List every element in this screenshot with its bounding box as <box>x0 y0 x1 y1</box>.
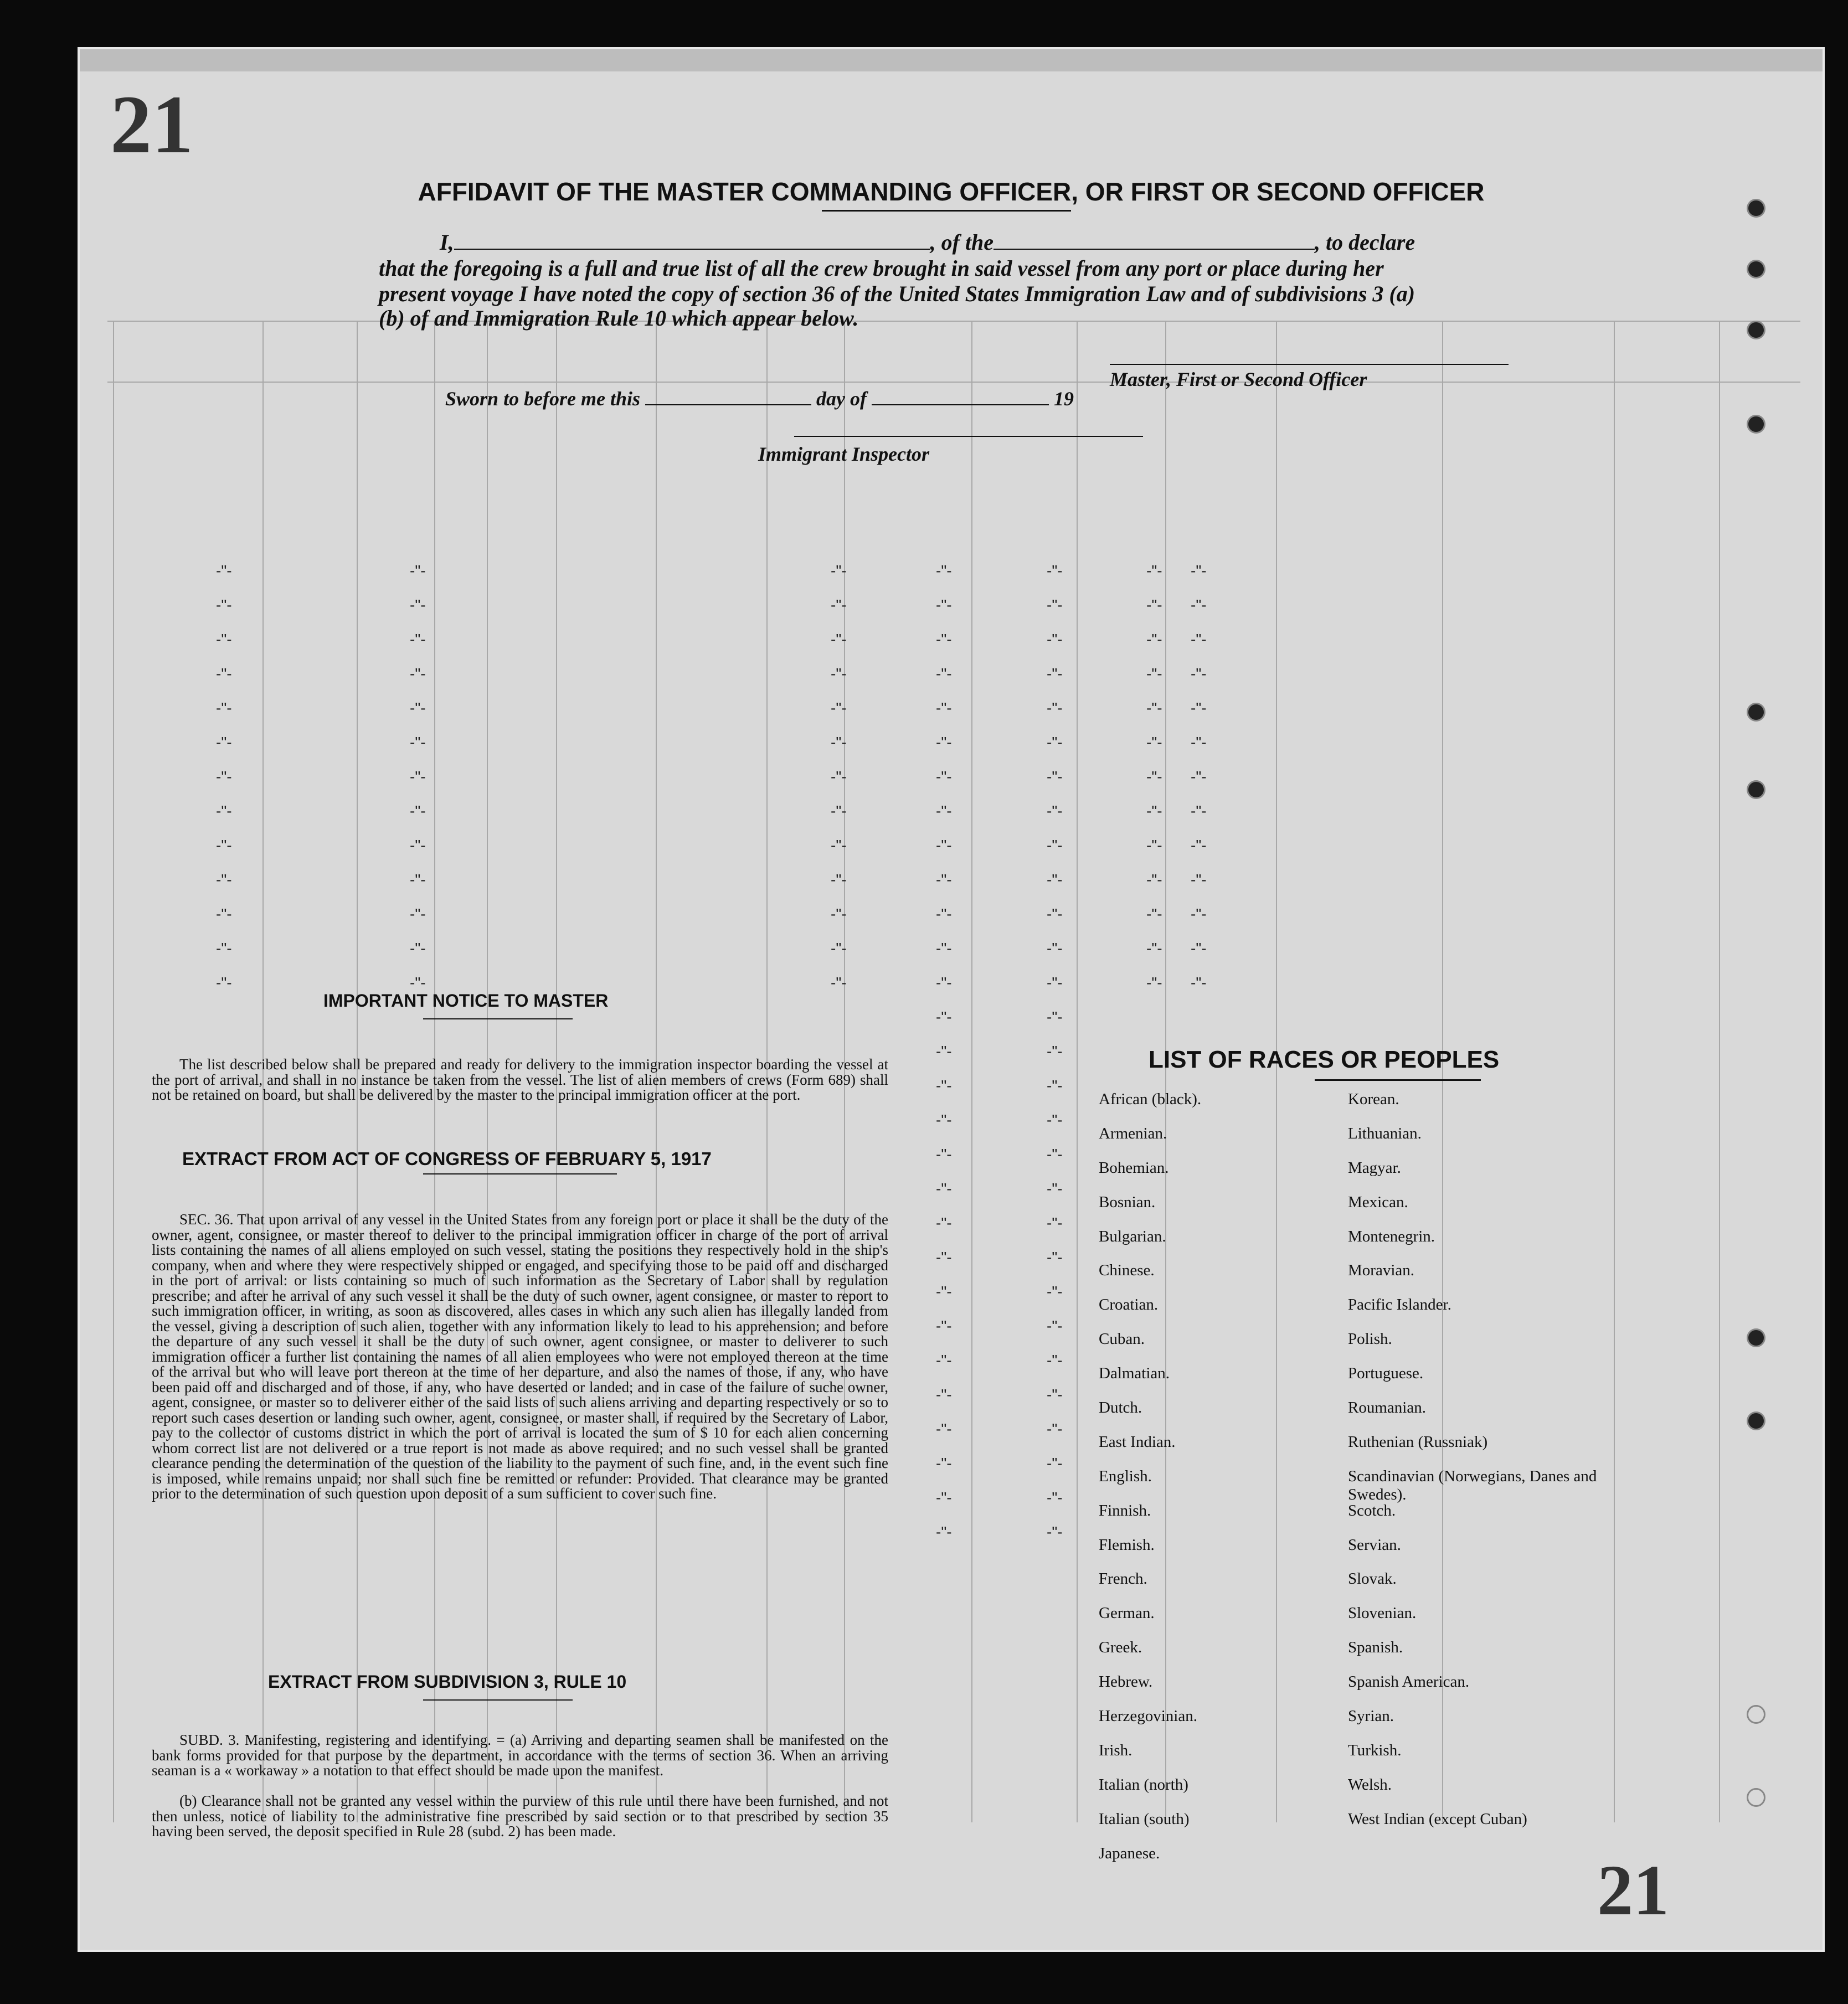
ditto-mark: -"- <box>1146 665 1162 682</box>
ditto-mark: -"- <box>1047 596 1063 614</box>
race-item: Bosnian. <box>1099 1193 1156 1211</box>
race-item: Bohemian. <box>1099 1158 1169 1177</box>
ditto-mark: -"- <box>936 1214 952 1232</box>
ditto-mark: -"- <box>1191 871 1207 888</box>
race-item: German. <box>1099 1604 1155 1622</box>
affidavit-line-1 <box>440 229 1415 255</box>
race-item: Croatian. <box>1099 1296 1159 1314</box>
ditto-mark: -"- <box>216 837 232 854</box>
ditto-mark: -"- <box>1047 871 1063 888</box>
act-extract-title: EXTRACT FROM ACT OF CONGRESS OF FEBRUARY 5, 1917 <box>182 1148 712 1169</box>
ditto-mark: -"- <box>410 905 426 923</box>
ditto-mark: -"- <box>410 768 426 785</box>
punch-hole <box>1747 703 1765 722</box>
affidavit-title: AFFIDAVIT OF THE MASTER COMMANDING OFFICER, OR FIRST OR SECOND OFFICER <box>418 177 1485 206</box>
ditto-mark: -"- <box>1191 940 1207 957</box>
ditto-mark: -"- <box>936 562 952 579</box>
punch-hole <box>1747 199 1765 218</box>
ghost-header-line <box>107 321 1800 322</box>
race-item: Greek. <box>1099 1639 1142 1657</box>
ditto-mark: -"- <box>410 940 426 957</box>
ditto-mark: -"- <box>1047 665 1063 682</box>
races-underline <box>1315 1079 1481 1081</box>
ditto-mark: -"- <box>216 699 232 717</box>
ditto-mark: -"- <box>1047 1352 1063 1369</box>
ditto-mark: -"- <box>1047 940 1063 957</box>
race-item: Servian. <box>1348 1536 1401 1554</box>
race-item: English. <box>1099 1467 1152 1485</box>
ditto-mark: -"- <box>410 596 426 614</box>
punch-hole <box>1747 415 1765 434</box>
race-item: Slovak. <box>1348 1570 1397 1588</box>
inspector-signature-line[interactable] <box>794 436 1143 437</box>
notice-text: The list described below shall be prepared and ready for delivery to the immigration inspector boarding the vessel at the port of arrival, and shall in no instance be taken from the vessel. The list of alien members of crews (Form 689) shall not be retained on board, but shall be delivered by the master to the principal immigration officer at the port. <box>152 1056 888 1103</box>
race-item: Italian (south) <box>1099 1810 1190 1828</box>
ditto-mark: -"- <box>936 699 952 717</box>
race-item: Mexican. <box>1348 1193 1408 1211</box>
ditto-mark: -"- <box>936 665 952 682</box>
ditto-mark: -"- <box>936 596 952 614</box>
punch-hole <box>1747 1328 1765 1347</box>
sworn-day-blank[interactable] <box>645 388 811 405</box>
race-item: Armenian. <box>1099 1124 1167 1142</box>
ditto-mark: -"- <box>1191 905 1207 923</box>
ditto-mark: -"- <box>1047 1386 1063 1403</box>
ditto-mark: -"- <box>831 940 847 957</box>
ditto-mark: -"- <box>936 802 952 820</box>
race-item: Pacific Islander. <box>1348 1296 1451 1314</box>
punch-hole <box>1747 1705 1765 1724</box>
page-number-stamp-bottom: 21 <box>1597 1851 1669 1930</box>
race-item: Bulgarian. <box>1099 1227 1166 1245</box>
sworn-prefix: Sworn to before me this <box>445 388 641 410</box>
race-item: Italian (north) <box>1099 1775 1188 1794</box>
ditto-mark: -"- <box>1047 1420 1063 1438</box>
punch-hole <box>1747 1788 1765 1807</box>
race-item: Herzegovinian. <box>1099 1707 1197 1725</box>
race-item: Spanish American. <box>1348 1673 1470 1691</box>
race-item: Portuguese. <box>1348 1364 1424 1383</box>
ditto-mark: -"- <box>216 974 232 991</box>
ditto-mark: -"- <box>1191 596 1207 614</box>
ditto-mark: -"- <box>936 837 952 854</box>
ditto-mark: -"- <box>1146 940 1162 957</box>
ditto-mark: -"- <box>1191 734 1207 751</box>
affidavit-to-declare: , to declare <box>1315 230 1415 255</box>
ditto-mark: -"- <box>831 871 847 888</box>
ditto-mark: -"- <box>410 734 426 751</box>
ditto-mark: -"- <box>1047 562 1063 579</box>
ditto-mark: -"- <box>410 802 426 820</box>
race-item: French. <box>1099 1570 1147 1588</box>
race-item: Polish. <box>1348 1330 1392 1348</box>
ditto-mark: -"- <box>1047 1146 1063 1163</box>
ditto-mark: -"- <box>831 562 847 579</box>
affidavit-line-4: (b) of and Immigration Rule 10 which appear below. <box>379 306 859 331</box>
race-item: Ruthenian (Russniak) <box>1348 1433 1488 1451</box>
race-item: Scotch. <box>1348 1501 1396 1519</box>
ditto-mark: -"- <box>1191 699 1207 717</box>
affidavit-line-2: that the foregoing is a full and true list of all the crew brought in said vessel from any port or place during her <box>379 256 1384 281</box>
ditto-mark: -"- <box>1047 1489 1063 1506</box>
ditto-mark: -"- <box>1191 665 1207 682</box>
race-item: African (black). <box>1099 1090 1202 1108</box>
punch-hole <box>1747 260 1765 279</box>
ditto-mark: -"- <box>936 1008 952 1026</box>
ditto-mark: -"- <box>1146 562 1162 579</box>
page-top-shade <box>80 49 1823 71</box>
race-item: Magyar. <box>1348 1158 1401 1177</box>
ditto-mark: -"- <box>936 1489 952 1506</box>
race-item: Slovenian. <box>1348 1604 1417 1622</box>
race-item: Spanish. <box>1348 1639 1403 1657</box>
ditto-mark: -"- <box>1146 974 1162 991</box>
ditto-mark: -"- <box>1047 1077 1063 1094</box>
ditto-mark: -"- <box>1191 562 1207 579</box>
ditto-mark: -"- <box>1146 631 1162 648</box>
ditto-mark: -"- <box>1047 1455 1063 1472</box>
ditto-mark: -"- <box>936 1523 952 1541</box>
rule-extract-text-a: SUBD. 3. Manifesting, registering and identifying. = (a) Arriving and departing seamen shall be manifested on the bank forms provided for that purpose by the department, in accordance with the terms of section 36. When an arriving seaman is a « workaway » a notation to that effect should be made upon the manifest. <box>152 1732 888 1779</box>
race-item: Moravian. <box>1348 1261 1414 1280</box>
ditto-mark: -"- <box>1047 1180 1063 1197</box>
ditto-mark: -"- <box>936 1043 952 1060</box>
ditto-mark: -"- <box>831 768 847 785</box>
rule-extract-underline <box>423 1699 573 1701</box>
name-blank[interactable] <box>454 232 930 250</box>
notice-title: IMPORTANT NOTICE TO MASTER <box>323 991 609 1011</box>
ditto-mark: -"- <box>831 734 847 751</box>
ditto-mark: -"- <box>1047 974 1063 991</box>
ditto-mark: -"- <box>1047 905 1063 923</box>
ditto-mark: -"- <box>1146 871 1162 888</box>
race-item: Welsh. <box>1348 1775 1392 1794</box>
ditto-mark: -"- <box>831 631 847 648</box>
ditto-mark: -"- <box>1047 734 1063 751</box>
page-number-stamp: 21 <box>110 79 193 171</box>
ditto-mark: -"- <box>410 665 426 682</box>
ghost-column-line <box>113 321 114 1822</box>
ditto-mark: -"- <box>216 596 232 614</box>
ditto-mark: -"- <box>831 837 847 854</box>
vessel-blank[interactable] <box>994 232 1315 250</box>
ditto-mark: -"- <box>1047 699 1063 717</box>
ditto-mark: -"- <box>1146 837 1162 854</box>
punch-hole <box>1747 321 1765 339</box>
signer-label: Master, First or Second Officer <box>1110 368 1367 390</box>
affidavit-i: I, <box>440 230 454 255</box>
ditto-mark: -"- <box>1047 1317 1063 1335</box>
ditto-mark: -"- <box>1191 802 1207 820</box>
ghost-column-line <box>971 321 972 1822</box>
manifest-page <box>78 47 1825 1952</box>
ditto-mark: -"- <box>410 699 426 717</box>
ditto-mark: -"- <box>936 1455 952 1472</box>
affidavit-of-the: , of the <box>930 230 994 255</box>
races-left-column <box>1099 1090 1331 1878</box>
ghost-header-line <box>107 382 1800 383</box>
ditto-mark: -"- <box>1047 768 1063 785</box>
ditto-mark: -"- <box>1191 837 1207 854</box>
race-item: Irish. <box>1099 1741 1133 1759</box>
ditto-mark: -"- <box>1047 631 1063 648</box>
ditto-mark: -"- <box>410 871 426 888</box>
ditto-mark: -"- <box>936 871 952 888</box>
ditto-mark: -"- <box>1146 596 1162 614</box>
race-item: Finnish. <box>1099 1501 1151 1519</box>
ghost-column-line <box>1719 321 1720 1822</box>
ditto-mark: -"- <box>1146 768 1162 785</box>
act-extract-underline <box>423 1173 617 1174</box>
race-item: Syrian. <box>1348 1707 1394 1725</box>
race-item: Turkish. <box>1348 1741 1402 1759</box>
ditto-mark: -"- <box>216 665 232 682</box>
ditto-mark: -"- <box>410 631 426 648</box>
punch-hole <box>1747 780 1765 799</box>
ditto-mark: -"- <box>410 562 426 579</box>
race-item: Lithuanian. <box>1348 1124 1422 1142</box>
ditto-mark: -"- <box>936 940 952 957</box>
ditto-mark: -"- <box>1191 631 1207 648</box>
ditto-mark: -"- <box>410 837 426 854</box>
ditto-mark: -"- <box>831 699 847 717</box>
ditto-mark: -"- <box>936 905 952 923</box>
sworn-month-blank[interactable] <box>872 388 1049 405</box>
race-item: Montenegrin. <box>1348 1227 1435 1245</box>
ditto-mark: -"- <box>216 562 232 579</box>
ditto-mark: -"- <box>936 1111 952 1129</box>
ditto-mark: -"- <box>216 734 232 751</box>
ditto-mark: -"- <box>1146 734 1162 751</box>
signature-line[interactable] <box>1110 364 1509 365</box>
punch-hole <box>1747 1411 1765 1430</box>
race-item: Korean. <box>1348 1090 1399 1108</box>
ditto-mark: -"- <box>936 1386 952 1403</box>
ditto-mark: -"- <box>1146 802 1162 820</box>
ditto-mark: -"- <box>216 871 232 888</box>
race-item: Scandinavian (Norwegians, Danes and Swedes). <box>1348 1467 1597 1503</box>
title-underline <box>822 210 1071 212</box>
ditto-mark: -"- <box>1146 699 1162 717</box>
races-title: LIST OF RACES OR PEOPLES <box>1149 1046 1500 1073</box>
ditto-mark: -"- <box>410 974 426 991</box>
race-item: Dalmatian. <box>1099 1364 1170 1383</box>
ditto-mark: -"- <box>936 1077 952 1094</box>
ditto-mark: -"- <box>936 1317 952 1335</box>
ghost-column-line <box>1077 321 1078 1822</box>
affidavit-line-3: present voyage I have noted the copy of section 36 of the United States Immigration Law and of subdivisions 3 (a) <box>379 281 1415 306</box>
ditto-mark: -"- <box>216 631 232 648</box>
race-item: Flemish. <box>1099 1536 1155 1554</box>
sworn-year: 19 <box>1054 388 1074 410</box>
ditto-mark: -"- <box>1191 974 1207 991</box>
rule-extract-text-b: (b) Clearance shall not be granted any vessel within the purview of this rule until there have been furnished, and not then unless, notice of liability to the administrative fine prescribed by said section or to that prescribed by section 35 having been served, the deposit specified in Rule 28 (subd. 2) has been made. <box>152 1792 888 1840</box>
ditto-mark: -"- <box>1191 768 1207 785</box>
ditto-mark: -"- <box>936 1420 952 1438</box>
ditto-mark: -"- <box>1047 1111 1063 1129</box>
ditto-mark: -"- <box>936 1249 952 1266</box>
ditto-mark: -"- <box>216 905 232 923</box>
ditto-mark: -"- <box>936 768 952 785</box>
race-item: Chinese. <box>1099 1261 1155 1280</box>
ditto-mark: -"- <box>936 631 952 648</box>
ditto-mark: -"- <box>216 940 232 957</box>
ditto-mark: -"- <box>1047 1043 1063 1060</box>
ditto-mark: -"- <box>831 802 847 820</box>
race-item: Japanese. <box>1099 1844 1160 1862</box>
ditto-mark: -"- <box>216 802 232 820</box>
ditto-mark: -"- <box>1047 1523 1063 1541</box>
ditto-mark: -"- <box>936 974 952 991</box>
ditto-mark: -"- <box>1146 905 1162 923</box>
ditto-mark: -"- <box>831 905 847 923</box>
ditto-mark: -"- <box>831 974 847 991</box>
notice-underline <box>423 1018 573 1019</box>
ditto-mark: -"- <box>1047 1249 1063 1266</box>
ditto-mark: -"- <box>936 1352 952 1369</box>
ditto-mark: -"- <box>216 768 232 785</box>
ditto-mark: -"- <box>1047 1214 1063 1232</box>
ditto-mark: -"- <box>936 1146 952 1163</box>
sworn-day-of: day of <box>816 388 867 410</box>
ditto-mark: -"- <box>1047 802 1063 820</box>
race-item: East Indian. <box>1099 1433 1176 1451</box>
rule-extract-title: EXTRACT FROM SUBDIVISION 3, RULE 10 <box>268 1672 627 1692</box>
race-item: Hebrew. <box>1099 1673 1153 1691</box>
race-item: Dutch. <box>1099 1399 1142 1417</box>
race-item: Roumanian. <box>1348 1399 1426 1417</box>
sworn-line <box>445 387 1074 410</box>
ditto-mark: -"- <box>936 1180 952 1197</box>
inspector-label: Immigrant Inspector <box>758 443 930 465</box>
races-right-column <box>1348 1090 1647 1845</box>
ditto-mark: -"- <box>831 665 847 682</box>
ditto-mark: -"- <box>936 734 952 751</box>
ditto-mark: -"- <box>831 596 847 614</box>
race-item: West Indian (except Cuban) <box>1348 1810 1527 1828</box>
ditto-mark: -"- <box>936 1283 952 1300</box>
ditto-mark: -"- <box>1047 837 1063 854</box>
ditto-mark: -"- <box>1047 1008 1063 1026</box>
act-extract-text: SEC. 36. That upon arrival of any vessel in the United States from any foreign port or place it shall be the duty of the owner, agent, consignee, or master thereof to deliver to the principal immigration officer in charge of the port of arrival lists containing the names of all aliens employed on such vessel, stating the positions they respectively hold in the ship's company, when and where they were respectively shipped or engaged, and specifying those to be paid off and discharged in the port of arrival: or lists containing so much of such information as the Secretary of Labor shall by regulation prescribe; and after he arrival of any such vessel it shall be the duty of such owner, agent consignee, or master to report to such immigration officer, in writing, as soon as discovered, alles cases in which any such alien has illegally landed from the vessel, giving a description of such alien, together with any information likely to lead to his apprehension; and before the departure of any such vessel it shall be the duty of such owner, agent consignee, or master to deliverer to such immigration officer a further list containing the names of all alien employees who were not employed thereon at the time of the arrival but who will leave port thereon at the time of her departure, and also the names of those, if any, who have been paid off and discharged and of those, if any, who have deserted or landed; and in case of the failure of suche owner, agent, consignee, or master so to deliverer either of the said lists of such aliens arriving and departing respectively or so to report such cases desertion or landing such owner, agent, consignee, or master shall, if required by the Secretary of Labor, pay to the collector of customs district in which the port of arrival is located the sum of $ 10 for each alien concerning whom correct list are not delivered or a true report is not made as above required; and no such vessel shall be granted clearance pending the determination of the question of the liability to the payment of such fine, and, in the event such fine is imposed, while remains unpaid; nor shall such fine be remitted or refunder: Provided. That clearance may be granted prior to the determination of such question upon deposit of a sum sufficient to cover such fine. <box>152 1211 888 1502</box>
ditto-mark: -"- <box>1047 1283 1063 1300</box>
race-item: Cuban. <box>1099 1330 1145 1348</box>
